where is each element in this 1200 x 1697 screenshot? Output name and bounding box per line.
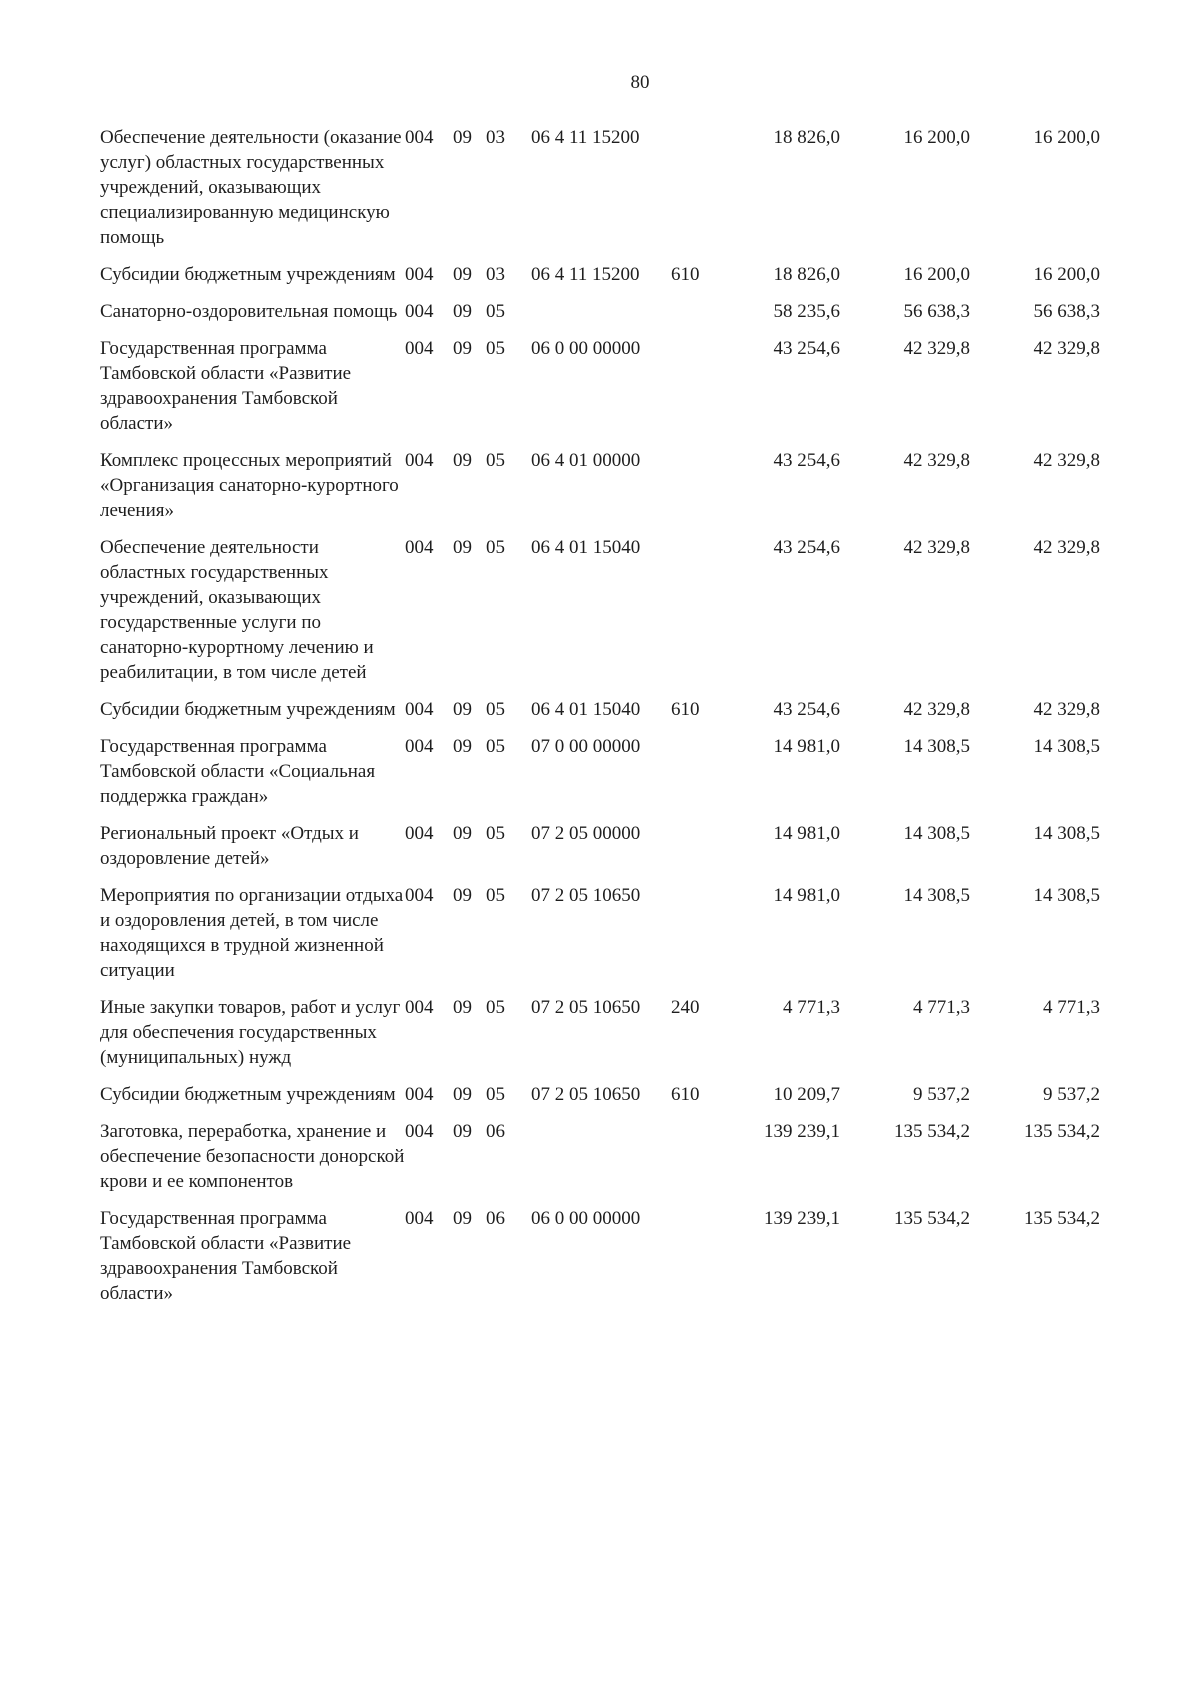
row-amount-1: 10 209,7: [773, 1084, 840, 1105]
budget-table: [100, 125, 1100, 1318]
row-target-code: [531, 1119, 671, 1206]
row-amount-3: 42 329,8: [1033, 338, 1100, 359]
row-name: Обеспечение деятельности (оказание услуг) областных государственных учреждений, оказывающих специализированную медицинскую помощь: [100, 127, 402, 248]
row-admin-code: 004: [405, 699, 434, 720]
row-amount-3: 4 771,3: [1043, 997, 1100, 1018]
row-amount-3: 14 308,5: [1033, 823, 1100, 844]
row-name: Иные закупки товаров, работ и услуг для обеспечения государственных (муниципальных) нужд: [100, 997, 401, 1068]
row-target-code: 06 4 01 00000: [531, 450, 641, 471]
table-row: [100, 697, 1100, 734]
row-expense-type: 610: [671, 264, 700, 285]
row-name: Комплекс процессных мероприятий «Организация санаторно-курортного лечения»: [100, 450, 399, 521]
row-target-code: 07 2 05 00000: [531, 823, 641, 844]
row-amount-2: 4 771,3: [913, 997, 970, 1018]
row-amount-1: 14 981,0: [773, 736, 840, 757]
row-name: Субсидии бюджетным учреждениям: [100, 264, 396, 285]
row-amount-2: 42 329,8: [903, 450, 970, 471]
table-row: [100, 262, 1100, 299]
row-amount-3: 56 638,3: [1033, 301, 1100, 322]
row-name: Государственная программа Тамбовской области «Развитие здравоохранения Тамбовской области»: [100, 338, 352, 434]
row-admin-code: 004: [405, 997, 434, 1018]
row-target-code: 06 0 00 00000: [531, 1208, 641, 1229]
row-subsection-code: 05: [486, 450, 505, 471]
row-amount-2: 135 534,2: [894, 1208, 970, 1229]
row-admin-code: 004: [405, 450, 434, 471]
row-section-code: 09: [453, 264, 472, 285]
table-row: [100, 883, 1100, 995]
row-amount-2: 16 200,0: [903, 264, 970, 285]
row-admin-code: 004: [405, 885, 434, 906]
row-subsection-code: 05: [486, 338, 505, 359]
row-amount-1: 4 771,3: [783, 997, 840, 1018]
row-amount-1: 43 254,6: [773, 338, 840, 359]
row-target-code: 06 0 00 00000: [531, 338, 641, 359]
table-row: [100, 336, 1100, 448]
row-subsection-code: 03: [486, 264, 505, 285]
row-subsection-code: 03: [486, 127, 505, 148]
row-amount-1: 18 826,0: [773, 127, 840, 148]
row-admin-code: 004: [405, 1121, 434, 1142]
row-expense-type: [671, 336, 715, 448]
row-amount-2: 14 308,5: [903, 823, 970, 844]
row-expense-type: [671, 1206, 715, 1318]
table-row: [100, 125, 1100, 262]
row-expense-type: 610: [671, 699, 700, 720]
row-subsection-code: 05: [486, 537, 505, 558]
row-target-code: 06 4 11 15200: [531, 264, 640, 285]
row-amount-3: 9 537,2: [1043, 1084, 1100, 1105]
row-admin-code: 004: [405, 823, 434, 844]
row-amount-2: 56 638,3: [903, 301, 970, 322]
row-section-code: 09: [453, 997, 472, 1018]
table-row: [100, 535, 1100, 697]
row-section-code: 09: [453, 537, 472, 558]
row-name: Мероприятия по организации отдыха и оздоровления детей, в том числе находящихся в трудной жизненной ситуации: [100, 885, 404, 981]
row-section-code: 09: [453, 450, 472, 471]
row-amount-1: 58 235,6: [773, 301, 840, 322]
table-body: [100, 125, 1100, 1318]
row-amount-3: 42 329,8: [1033, 537, 1100, 558]
row-amount-2: 9 537,2: [913, 1084, 970, 1105]
row-target-code: 06 4 01 15040: [531, 699, 641, 720]
row-target-code: 07 2 05 10650: [531, 885, 641, 906]
row-section-code: 09: [453, 1121, 472, 1142]
row-target-code: 07 0 00 00000: [531, 736, 641, 757]
row-subsection-code: 05: [486, 885, 505, 906]
row-expense-type: [671, 535, 715, 697]
row-section-code: 09: [453, 736, 472, 757]
row-amount-1: 14 981,0: [773, 823, 840, 844]
row-amount-3: 135 534,2: [1024, 1208, 1100, 1229]
row-admin-code: 004: [405, 127, 434, 148]
row-expense-type: 610: [671, 1084, 700, 1105]
row-amount-2: 135 534,2: [894, 1121, 970, 1142]
row-amount-2: 42 329,8: [903, 537, 970, 558]
table-row: [100, 1082, 1100, 1119]
table-row: [100, 1119, 1100, 1206]
row-section-code: 09: [453, 699, 472, 720]
row-admin-code: 004: [405, 301, 434, 322]
row-expense-type: [671, 1119, 715, 1206]
row-target-code: 07 2 05 10650: [531, 997, 641, 1018]
row-expense-type: [671, 883, 715, 995]
row-expense-type: [671, 448, 715, 535]
row-name: Заготовка, переработка, хранение и обеспечение безопасности донорской крови и ее компонентов: [100, 1121, 405, 1192]
row-name: Субсидии бюджетным учреждениям: [100, 699, 396, 720]
row-target-code: [531, 299, 671, 336]
row-section-code: 09: [453, 1208, 472, 1229]
row-amount-1: 43 254,6: [773, 450, 840, 471]
table-row: [100, 1206, 1100, 1318]
row-name: Субсидии бюджетным учреждениям: [100, 1084, 396, 1105]
row-subsection-code: 06: [486, 1208, 505, 1229]
row-expense-type: [671, 821, 715, 883]
row-section-code: 09: [453, 823, 472, 844]
row-expense-type: [671, 734, 715, 821]
row-amount-3: 42 329,8: [1033, 450, 1100, 471]
row-subsection-code: 06: [486, 1121, 505, 1142]
row-amount-3: 14 308,5: [1033, 885, 1100, 906]
row-target-code: 06 4 11 15200: [531, 127, 640, 148]
row-expense-type: 240: [671, 997, 700, 1018]
row-amount-1: 139 239,1: [764, 1121, 840, 1142]
row-name: Региональный проект «Отдых и оздоровление детей»: [100, 823, 359, 869]
row-admin-code: 004: [405, 537, 434, 558]
row-amount-1: 43 254,6: [773, 537, 840, 558]
table-row: [100, 734, 1100, 821]
page-number: 80: [630, 72, 650, 93]
row-subsection-code: 05: [486, 823, 505, 844]
row-amount-1: 139 239,1: [764, 1208, 840, 1229]
row-section-code: 09: [453, 1084, 472, 1105]
row-amount-2: 14 308,5: [903, 885, 970, 906]
row-amount-2: 42 329,8: [903, 699, 970, 720]
table-row: [100, 995, 1100, 1082]
row-subsection-code: 05: [486, 301, 505, 322]
row-section-code: 09: [453, 301, 472, 322]
row-amount-1: 43 254,6: [773, 699, 840, 720]
row-amount-1: 18 826,0: [773, 264, 840, 285]
row-amount-2: 16 200,0: [903, 127, 970, 148]
row-section-code: 09: [453, 885, 472, 906]
row-amount-3: 14 308,5: [1033, 736, 1100, 757]
row-expense-type: [671, 125, 715, 262]
row-expense-type: [671, 299, 715, 336]
row-name: Обеспечение деятельности областных государственных учреждений, оказывающих государственные услуги по санаторно-курортному лечению и реабилитации, в том числе детей: [100, 537, 374, 683]
row-amount-2: 14 308,5: [903, 736, 970, 757]
row-admin-code: 004: [405, 736, 434, 757]
row-admin-code: 004: [405, 264, 434, 285]
row-target-code: 06 4 01 15040: [531, 537, 641, 558]
row-name: Государственная программа Тамбовской области «Социальная поддержка граждан»: [100, 736, 376, 807]
row-section-code: 09: [453, 338, 472, 359]
row-admin-code: 004: [405, 1084, 434, 1105]
table-row: [100, 448, 1100, 535]
row-name: Санаторно-оздоровительная помощь: [100, 301, 398, 322]
row-section-code: 09: [453, 127, 472, 148]
row-amount-1: 14 981,0: [773, 885, 840, 906]
row-amount-3: 16 200,0: [1033, 264, 1100, 285]
row-admin-code: 004: [405, 338, 434, 359]
table-row: [100, 821, 1100, 883]
row-amount-2: 42 329,8: [903, 338, 970, 359]
row-subsection-code: 05: [486, 736, 505, 757]
row-amount-3: 42 329,8: [1033, 699, 1100, 720]
row-target-code: 07 2 05 10650: [531, 1084, 641, 1105]
row-amount-3: 16 200,0: [1033, 127, 1100, 148]
row-name: Государственная программа Тамбовской области «Развитие здравоохранения Тамбовской области»: [100, 1208, 352, 1304]
table-row: [100, 299, 1100, 336]
row-admin-code: 004: [405, 1208, 434, 1229]
row-subsection-code: 05: [486, 1084, 505, 1105]
row-subsection-code: 05: [486, 699, 505, 720]
row-amount-3: 135 534,2: [1024, 1121, 1100, 1142]
row-subsection-code: 05: [486, 997, 505, 1018]
